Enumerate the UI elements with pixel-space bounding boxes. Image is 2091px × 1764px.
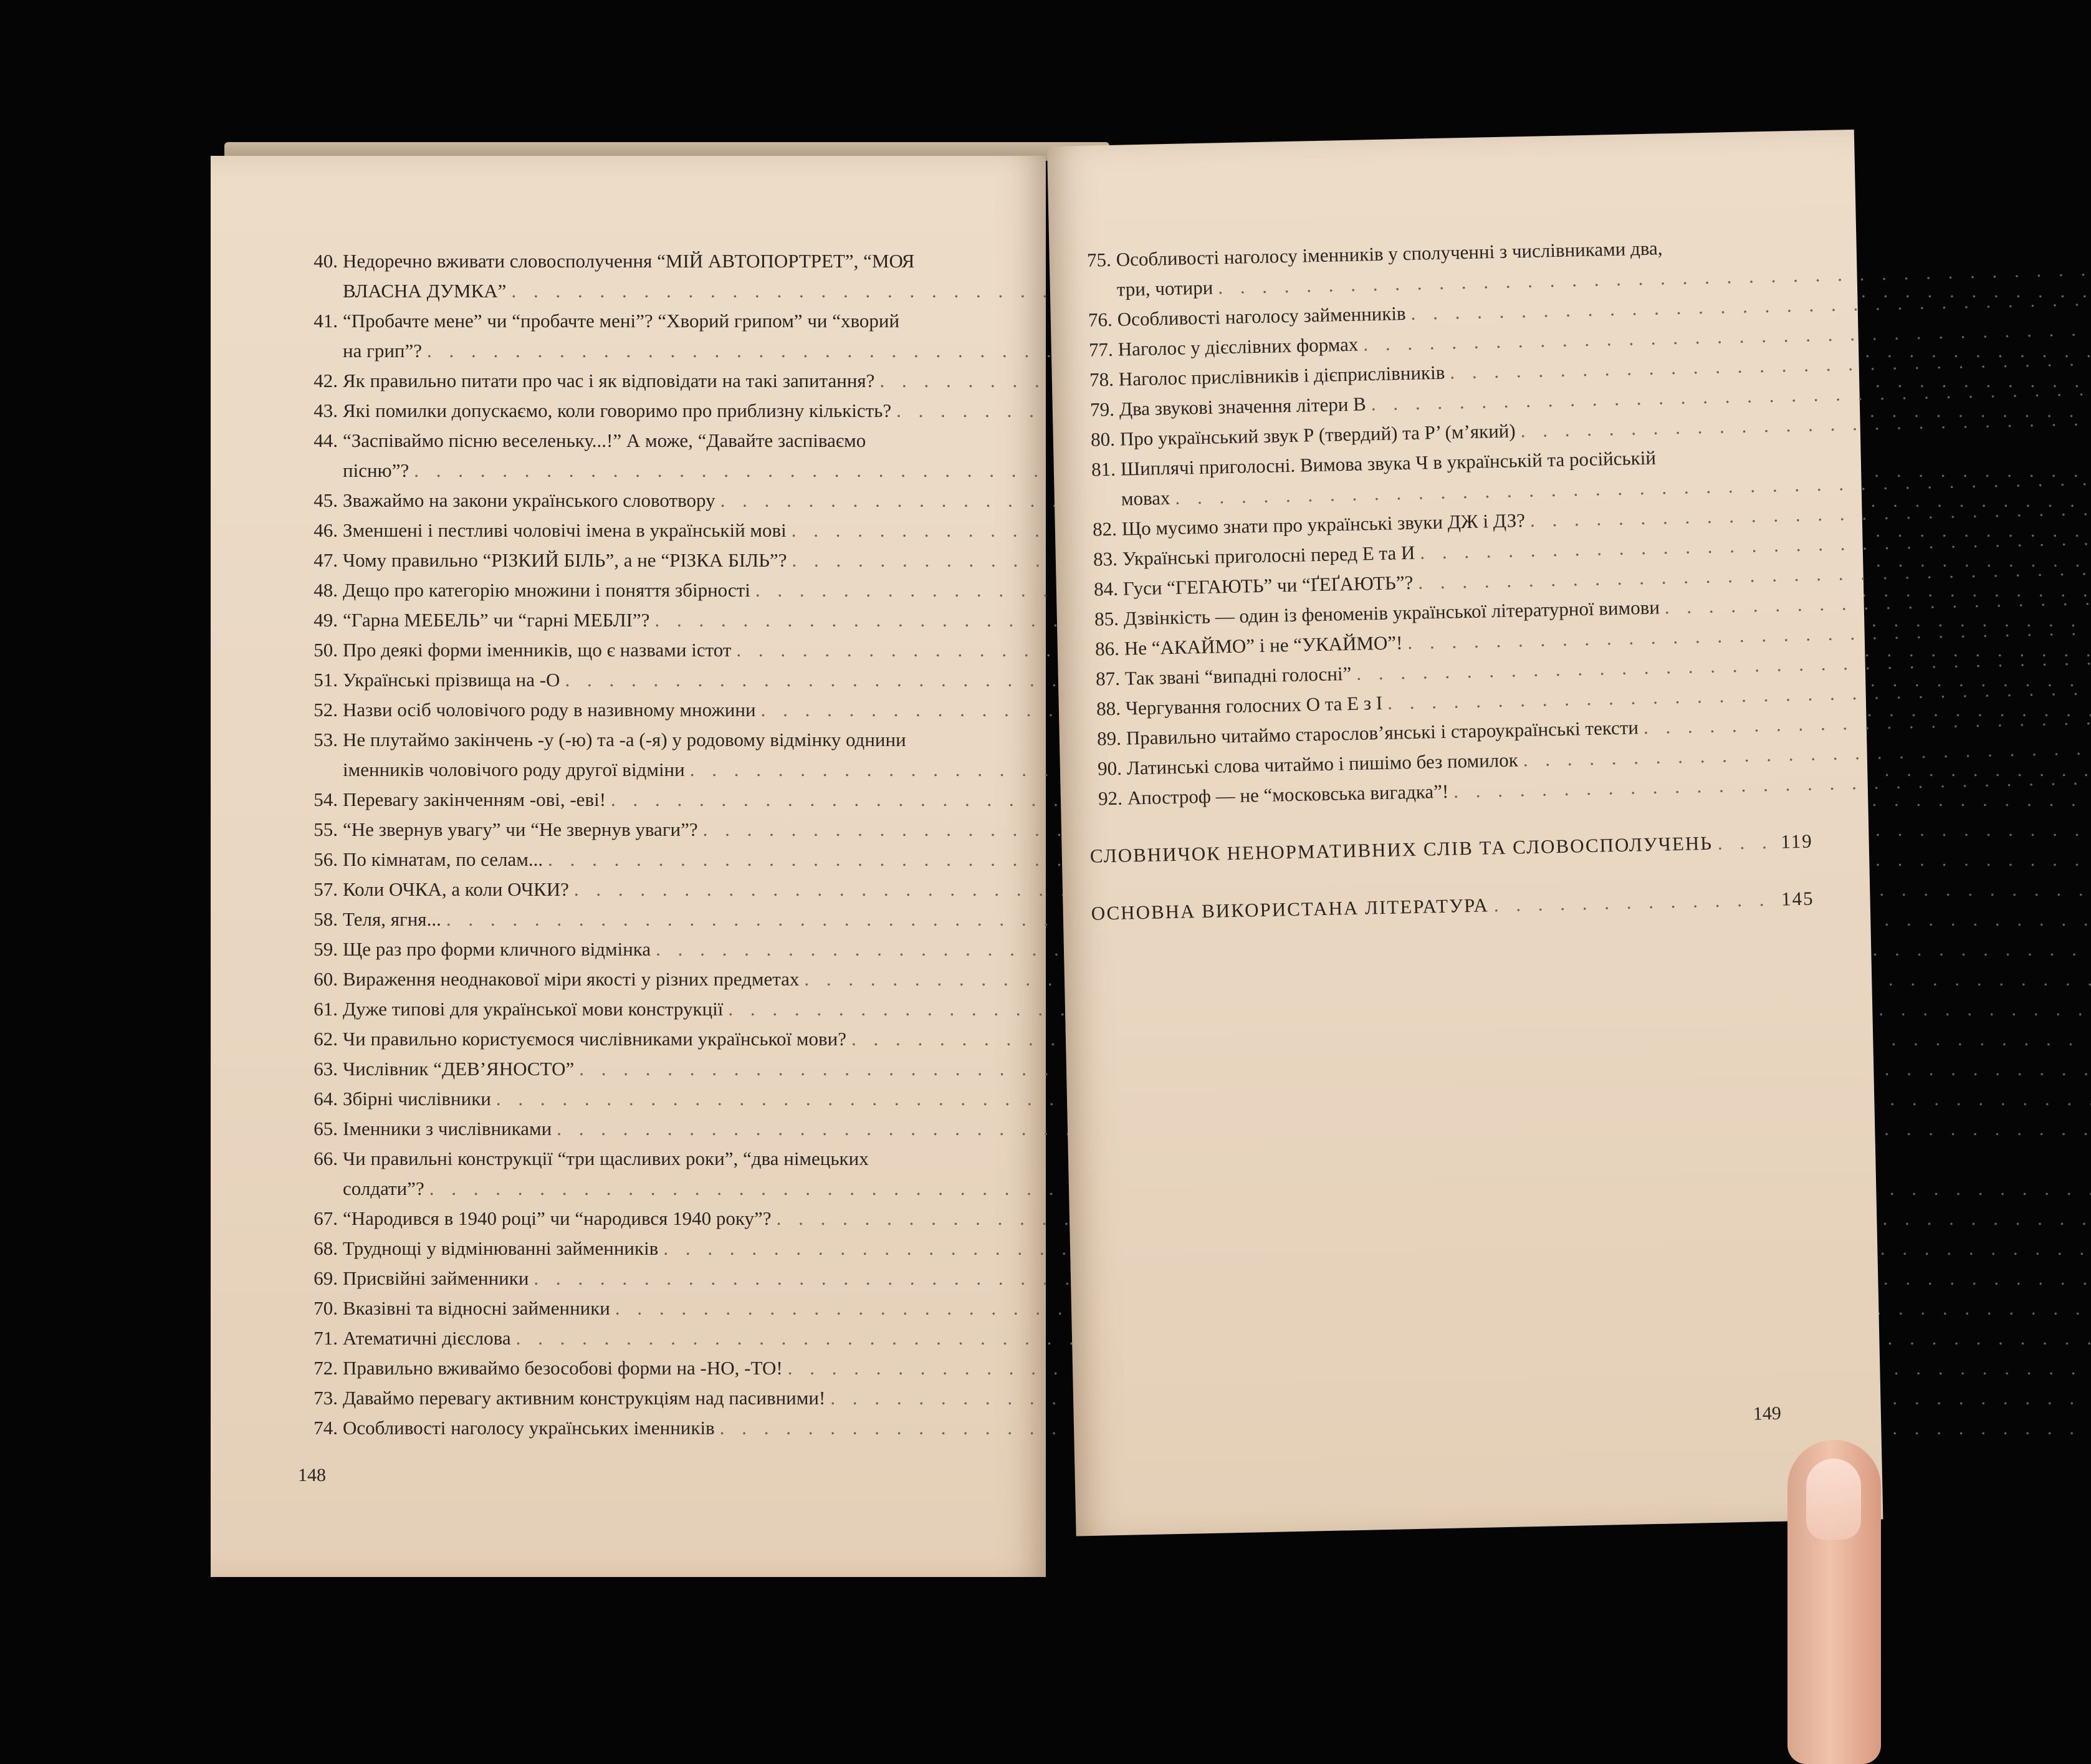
toc-entry-title: Теля, ягня... (343, 908, 441, 930)
toc-entry (304, 635, 1002, 665)
toc-entry-title: “Народився в 1940 році” чи “народився 1940 року”? (343, 1207, 772, 1229)
toc-entry (304, 994, 1002, 1024)
toc-entry-title: Наголос у дієслівних формах (1117, 333, 1359, 360)
toc-entry (304, 515, 1002, 545)
toc-entry (304, 426, 1002, 486)
toc-entry-title: Латинські слова читаймо і пишімо без помилок (1126, 749, 1519, 779)
toc-entry (304, 1204, 1002, 1234)
toc-entry (304, 1413, 1002, 1443)
toc-entry-number: 71. (313, 1327, 338, 1349)
toc-entry-number: 51. (313, 669, 338, 691)
toc-entry-title: Дзвінкість — один із феноменів української літературної вимови (1123, 596, 1660, 630)
left-table-of-contents (304, 246, 1002, 1443)
toc-entry-number: 74. (313, 1417, 338, 1439)
toc-entry-title: Перевагу закінченням -ові, -еві! (343, 789, 606, 810)
toc-entry-number: 58. (313, 908, 338, 930)
right-table-of-contents (1077, 231, 1814, 929)
right-page-number: 149 (1753, 1402, 1782, 1424)
toc-entry-title: Іменники з числівниками (343, 1118, 552, 1139)
toc-entry-title: Зменшені і пестливі чоловічі імена в українській мові (343, 519, 787, 541)
toc-entry (304, 695, 1002, 725)
toc-entry-number: 53. (313, 729, 338, 750)
toc-entry (304, 1353, 1002, 1383)
toc-entry (304, 1084, 1002, 1114)
toc-entry-number: 81. (1091, 458, 1116, 481)
toc-entry-number: 62. (313, 1028, 338, 1050)
toc-entry-title: Шиплячі приголосні. Вимова звука Ч в українській та російській (1120, 446, 1657, 480)
left-page (211, 156, 1046, 1577)
toc-entry-number: 75. (1086, 248, 1112, 271)
toc-entry-number: 65. (313, 1118, 338, 1139)
toc-entry-title: три, чотири (1116, 276, 1213, 300)
toc-entry (304, 904, 1002, 934)
toc-entry-title: “Гарна МЕБЕЛЬ” чи “гарні МЕБЛІ”? (343, 609, 650, 631)
toc-entry (304, 845, 1002, 875)
toc-entry-title: Збірні числівники (343, 1088, 491, 1110)
toc-entry-number: 41. (313, 310, 338, 332)
toc-entry-number: 89. (1096, 727, 1122, 750)
right-page (1047, 130, 1883, 1536)
toc-entry-number: 40. (313, 250, 338, 272)
toc-entry-title: Апостроф — не “московська вигадка”! (1127, 780, 1449, 809)
toc-entry (304, 1054, 1002, 1084)
toc-entry-number: 49. (313, 609, 338, 631)
toc-entry-number: 79. (1089, 398, 1115, 421)
toc-entry (304, 934, 1002, 964)
toc-entry-title: Що мусимо знати про українські звуки ДЖ і ДЗ? (1121, 509, 1526, 540)
toc-entry-title: Назви осіб чоловічого роду в називному множини (343, 699, 756, 721)
toc-entry-title: Ще раз про форми кличного відмінка (343, 938, 651, 960)
toc-entry-title: Атематичні дієслова (343, 1327, 511, 1349)
toc-entry-title: Чому правильно “РІЗКИЙ БІЛЬ”, а не “РІЗКА БІЛЬ”? (343, 549, 787, 571)
toc-entry-number: 45. (313, 489, 338, 511)
toc-entry-number: 64. (313, 1088, 338, 1110)
toc-entry (304, 875, 1002, 904)
toc-entry-title: Дещо про категорію множини і поняття збірності (343, 579, 750, 601)
toc-entry-number: 52. (313, 699, 338, 721)
toc-entry (304, 1323, 1002, 1353)
toc-entry (304, 366, 1002, 396)
toc-entry-number: 55. (313, 818, 338, 840)
toc-entry (304, 785, 1002, 815)
toc-entry (304, 665, 1002, 695)
toc-entry-number: 68. (313, 1237, 338, 1259)
toc-entry-title: Про український звук Р (твердий) та Р’ (м’який) (1119, 419, 1516, 450)
toc-entry-title: пісню”? (343, 459, 409, 481)
fingernail (1806, 1459, 1861, 1540)
toc-entry-title: “Не звернув увагу” чи “Не звернув уваги”? (343, 818, 698, 840)
toc-entry-number: 46. (313, 519, 338, 541)
toc-section (1091, 883, 1814, 928)
toc-entry-number: 63. (313, 1058, 338, 1080)
toc-entry-title: іменників чоловічого роду другої відміни (343, 759, 685, 780)
leader-dots (1493, 884, 1774, 920)
toc-entry-number: 78. (1089, 368, 1114, 391)
toc-entry-title: ВЛАСНА ДУМКА” (343, 280, 507, 302)
toc-entry-number: 86. (1094, 637, 1120, 660)
toc-entry (304, 1263, 1002, 1293)
toc-entry-number: 50. (313, 639, 338, 661)
toc-entry-title: Не “АКАЙМО” і не “УКАЙМО”! (1124, 631, 1403, 659)
toc-entry-title: Особливості наголосу іменників у сполученні з числівниками два, (1116, 237, 1663, 271)
toc-entry-number: 42. (313, 370, 338, 391)
toc-entry-number: 85. (1094, 607, 1119, 630)
toc-entry-number: 83. (1093, 547, 1118, 570)
toc-entry-title: Даваймо перевагу активним конструкціям над пасивними! (343, 1387, 826, 1409)
toc-entry-title: Вираження неоднакової міри якості у різних предметах (343, 968, 800, 990)
toc-entry (304, 306, 1002, 366)
toc-entry-title: Про деякі форми іменників, що є назвами істот (343, 639, 732, 661)
toc-entry-title: Чергування голосних О та Е з І (1125, 691, 1383, 719)
toc-entry-title: мовах (1121, 486, 1170, 510)
toc-entry-number: 56. (313, 848, 338, 870)
toc-entry-number: 69. (313, 1267, 338, 1289)
toc-entry-title: Числівник “ДЕВ’ЯНОСТО” (343, 1058, 575, 1080)
toc-entry-title: Правильно вживаймо безособові форми на -НО, -ТО! (343, 1357, 783, 1379)
toc-entry (304, 545, 1002, 575)
toc-entry-title: Вказівні та відносні займенники (343, 1297, 610, 1319)
toc-entry-number: 76. (1088, 308, 1113, 331)
toc-entry-number: 84. (1093, 577, 1119, 600)
toc-entry (304, 964, 1002, 994)
toc-entry-title: Правильно читаймо старослов’янські і староукраїнські тексти (1126, 716, 1639, 749)
leader-dots (1717, 827, 1773, 858)
toc-entry-number: 43. (313, 400, 338, 421)
toc-entry-title: Які помилки допускаємо, коли говоримо про приблизну кількість? (343, 400, 892, 421)
toc-section-page: 119 (1780, 830, 1813, 853)
toc-entry (304, 486, 1002, 515)
toc-entry-number: 72. (313, 1357, 338, 1379)
toc-entry-number: 54. (313, 789, 338, 810)
toc-entry-title: Як правильно питати про час і як відповідати на такі запитання? (343, 370, 875, 391)
toc-entry-title: Труднощі у відмінюванні займенників (343, 1237, 659, 1259)
toc-entry-title: Українські прізвища на -О (343, 669, 560, 691)
toc-entry-number: 61. (313, 998, 338, 1020)
toc-entry-title: По кімнатам, по селам... (343, 848, 543, 870)
toc-section-page: 145 (1781, 887, 1814, 910)
toc-entry-title: Наголос прислівників і дієприслівників (1118, 361, 1445, 390)
toc-entry-title: Особливості наголосу українських іменників (343, 1417, 715, 1439)
toc-entry-title: Два звукові значення літери В (1119, 393, 1367, 420)
toc-entry (304, 605, 1002, 635)
toc-entry (304, 1024, 1002, 1054)
toc-entry (304, 1114, 1002, 1144)
toc-section (1089, 827, 1813, 871)
toc-entry-number: 66. (313, 1148, 338, 1169)
toc-entry-title: Не плутаймо закінчень -у (-ю) та -а (-я) у родовому відмінку однини (343, 729, 906, 750)
toc-entry-title: Особливості наголосу займенників (1117, 302, 1406, 330)
toc-entry-number: 80. (1090, 428, 1116, 451)
toc-entry-title: солдати”? (343, 1177, 424, 1199)
toc-entry-number: 57. (313, 878, 338, 900)
toc-entry-title: Присвійні займенники (343, 1267, 529, 1289)
left-page-number: 148 (298, 1465, 326, 1485)
toc-entry-title: Недоречно вживати словосполучення “МІЙ АВТОПОРТРЕТ”, “МОЯ (343, 250, 915, 272)
toc-entry (304, 1383, 1002, 1413)
toc-entry-number: 82. (1092, 517, 1117, 540)
toc-entry (304, 1293, 1002, 1323)
toc-entry-number: 77. (1088, 338, 1114, 361)
toc-entry-title: Так звані “випадні голосні” (1124, 662, 1352, 689)
toc-entry-number: 47. (313, 549, 338, 571)
toc-entry-number: 48. (313, 579, 338, 601)
toc-entry-number: 88. (1096, 697, 1121, 720)
toc-entry-title: Дуже типові для української мови конструкції (343, 998, 724, 1020)
toc-entry-title: Чи правильно користуємося числівниками української мови? (343, 1028, 846, 1050)
toc-entry (304, 246, 1002, 306)
toc-entry-number: 60. (313, 968, 338, 990)
toc-entry-title: на грип”? (343, 340, 423, 362)
toc-section-title: ОСНОВНА ВИКОРИСТАНА ЛІТЕРАТУРА (1091, 894, 1490, 924)
toc-entry-number: 92. (1098, 787, 1123, 810)
toc-entry-number: 73. (313, 1387, 338, 1409)
toc-entry-number: 90. (1097, 757, 1122, 780)
toc-entry (304, 396, 1002, 426)
toc-entry (304, 815, 1002, 845)
toc-entry-title: Коли ОЧКА, а коли ОЧКИ? (343, 878, 569, 900)
toc-entry-number: 87. (1095, 667, 1121, 690)
toc-entry-title: “Заспіваймо пісню веселеньку...!” А може, “Давайте заспіваємо (343, 429, 866, 451)
toc-entry (304, 1144, 1002, 1204)
toc-entry (304, 575, 1002, 605)
toc-entry-number: 59. (313, 938, 338, 960)
toc-entry-title: Чи правильні конструкції “три щасливих роки”, “два німецьких (343, 1148, 869, 1169)
toc-entry-number: 67. (313, 1207, 338, 1229)
toc-entry-number: 70. (313, 1297, 338, 1319)
toc-entry (304, 1234, 1002, 1263)
toc-entry-title: “Пробачте мене” чи “пробачте мені”? “Хворий грипом” чи “хворий (343, 310, 900, 332)
toc-entry-title: Гуси “ГЕГАЮТЬ” чи “ҐЕҐАЮТЬ”? (1122, 571, 1414, 600)
toc-entry-title: Зважаймо на закони українського словотвору (343, 489, 715, 511)
toc-entry-number: 44. (313, 429, 338, 451)
toc-entry (304, 725, 1002, 785)
toc-section-title: СЛОВНИЧОК НЕНОРМАТИВНИХ СЛІВ ТА СЛОВОСПОЛУЧЕНЬ (1089, 832, 1713, 867)
toc-entry-title: Українські приголосні перед Е та И (1122, 541, 1415, 570)
